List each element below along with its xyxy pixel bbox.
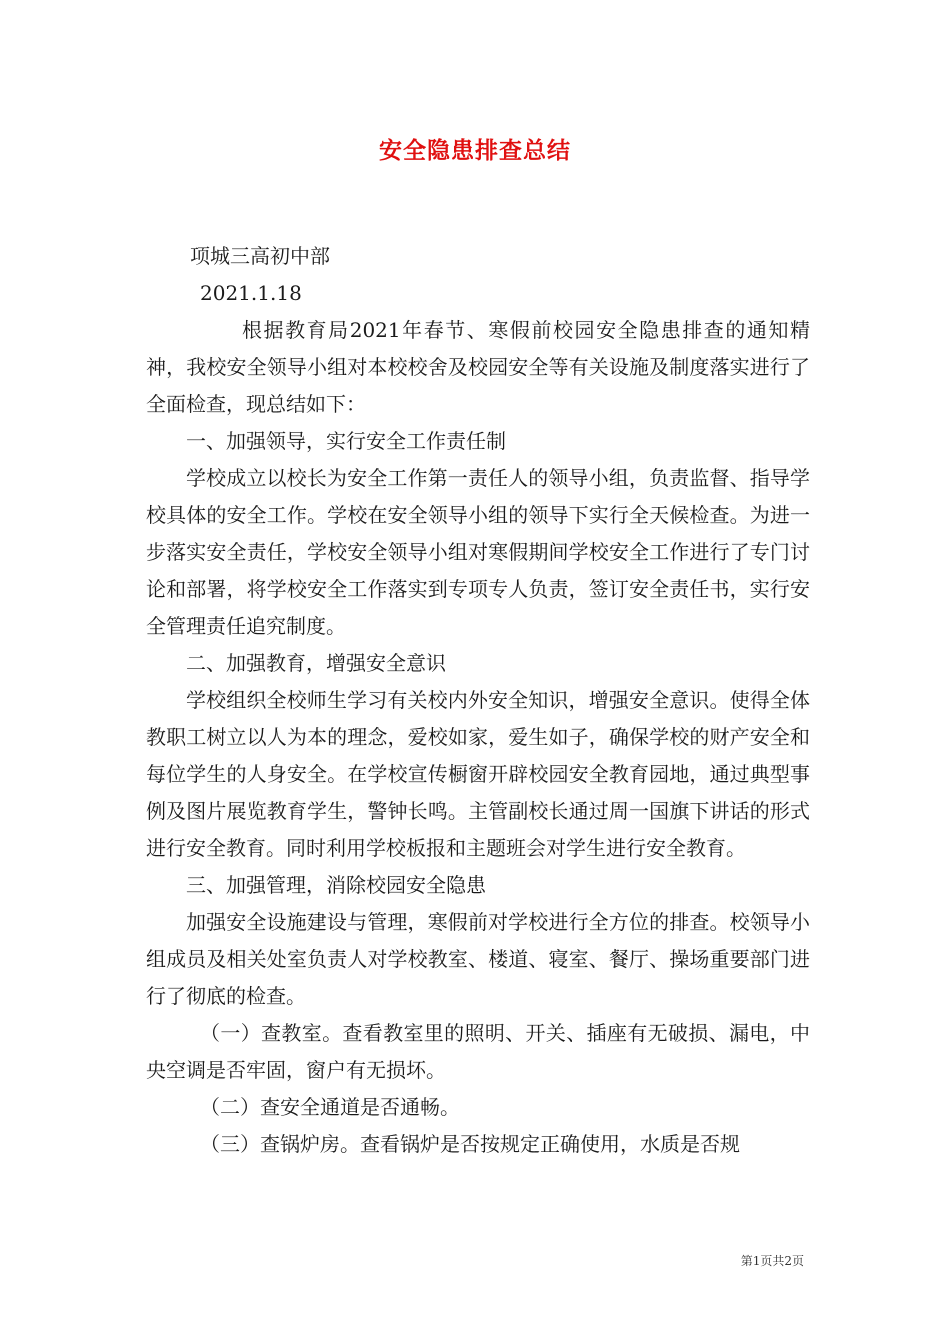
section-paragraph-3: 加强安全设施建设与管理，寒假前对学校进行全方位的排查。校领导小组成员及相关处室负责人对学校教室、楼道、寝室、餐厅、操场重要部门进行了彻底的检查。 [146, 910, 810, 1008]
section-heading-1: 一、加强领导，实行安全工作责任制 [186, 429, 506, 453]
intro-paragraph: 根据教育局2021年春节、寒假前校园安全隐患排查的通知精神，我校安全领导小组对本校校舍及校园安全等有关设施及制度落实进行了全面检查，现总结如下： [146, 318, 810, 416]
document-body [146, 238, 810, 1163]
page-number: 第1页共2页 [740, 1254, 804, 1268]
sub-item-2: （二）查安全通道是否通畅。 [200, 1095, 460, 1119]
date-line: 2021.1.18 [200, 281, 302, 305]
sub-item-3: （三）查锅炉房。查看锅炉是否按规定正确使用，水质是否规 [200, 1132, 740, 1156]
section-heading-2: 二、加强教育，增强安全意识 [186, 651, 446, 675]
section-paragraph-2: 学校组织全校师生学习有关校内外安全知识，增强安全意识。使得全体教职工树立以人为本的理念，爱校如家，爱生如子，确保学校的财产安全和每位学生的人身安全。在学校宣传橱窗开辟校园安全教育园地，通过典型事例及图片展览教育学生，警钟长鸣。主管副校长通过周一国旗下讲话的形式进行安全教育。同时利用学校板报和主题班会对学生进行安全教育。 [146, 688, 810, 860]
document-title: 安全隐患排查总结 [379, 138, 571, 164]
sub-item-1: （一）查教室。查看教室里的照明、开关、插座有无破损、漏电，中央空调是否牢固，窗户有无损坏。 [146, 1021, 810, 1082]
section-heading-3: 三、加强管理，消除校园安全隐患 [186, 873, 486, 897]
section-paragraph-1: 学校成立以校长为安全工作第一责任人的领导小组，负责监督、指导学校具体的安全工作。学校在安全领导小组的领导下实行全天候检查。为进一步落实安全责任，学校安全领导小组对寒假期间学校安全工作进行了专门讨论和部署，将学校安全工作落实到专项专人负责，签订安全责任书，实行安全管理责任追究制度。 [146, 466, 810, 638]
author-line: 项城三高初中部 [190, 244, 330, 268]
